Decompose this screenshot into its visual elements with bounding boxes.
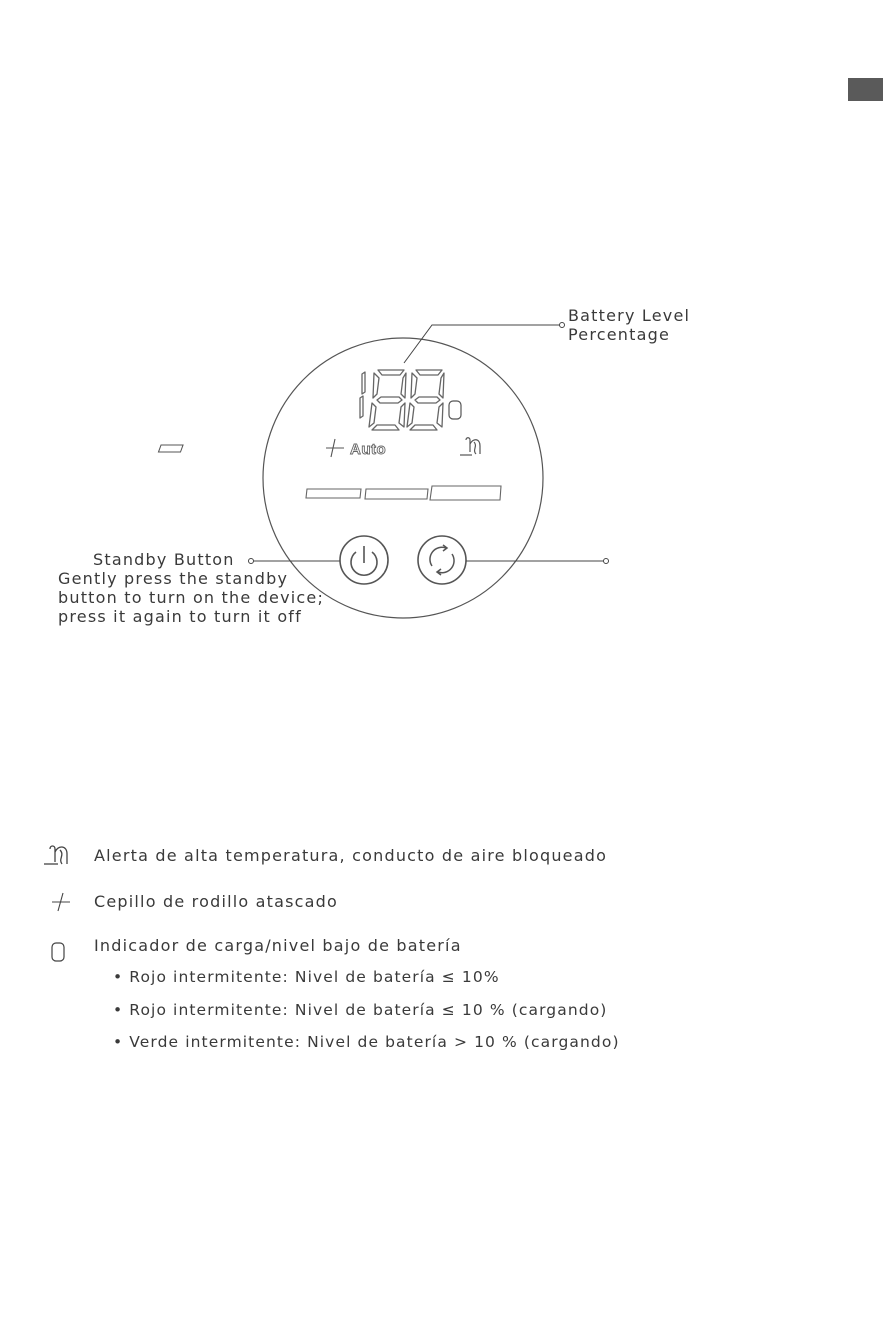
standby-callout-line: press it again to turn it off: [58, 607, 302, 626]
standby-callout-title: Standby Button: [93, 550, 235, 569]
roller-brush-icon: [0, 893, 70, 911]
legend-item-roller-brush: Cepillo de rodillo atascado: [94, 892, 339, 911]
auto-mode-label: Auto: [350, 441, 387, 458]
legend-bullet: • Verde intermitente: Nivel de batería > 10 % (cargando): [113, 1033, 620, 1051]
legend-item-high-temperature: Alerta de alta temperatura, conducto de aire bloqueado: [94, 846, 608, 865]
battery-icon: [52, 943, 64, 961]
legend-bullet: • Rojo intermitente: Nivel de batería ≤ 10%: [113, 968, 500, 986]
high-temperature-icon: [44, 846, 67, 864]
battery-callout-line: Battery Level: [568, 306, 691, 325]
legend-bullet: • Rojo intermitente: Nivel de batería ≤ 10 % (cargando): [113, 1001, 607, 1019]
battery-callout-line: Percentage: [568, 325, 671, 344]
standby-callout-line: button to turn on the device;: [58, 588, 325, 607]
legend-item-battery: Indicador de carga/nivel bajo de batería: [94, 936, 462, 955]
standby-callout-line: Gently press the standby: [58, 569, 289, 588]
